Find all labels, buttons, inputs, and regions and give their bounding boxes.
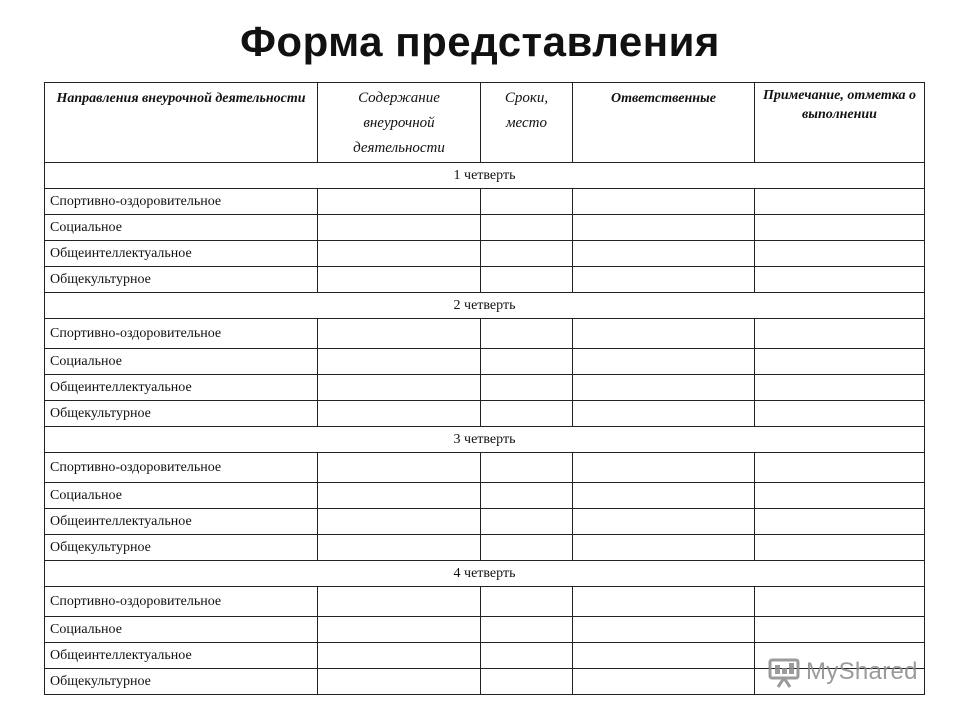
timing-cell[interactable]	[481, 483, 573, 509]
responsible-cell[interactable]	[573, 241, 755, 267]
content-cell[interactable]	[318, 375, 481, 401]
content-cell[interactable]	[318, 189, 481, 215]
header-responsible: Ответственные	[573, 83, 755, 163]
timing-cell[interactable]	[481, 215, 573, 241]
direction-cell: Спортивно-оздоровительное	[45, 189, 318, 215]
page-title: Форма представления	[240, 18, 720, 65]
content-cell[interactable]	[318, 669, 481, 695]
content-cell[interactable]	[318, 617, 481, 643]
content-cell[interactable]	[318, 215, 481, 241]
table-row	[45, 483, 925, 509]
timing-cell[interactable]	[481, 349, 573, 375]
timing-cell[interactable]	[481, 669, 573, 695]
direction-cell: Общекультурное	[45, 401, 318, 427]
direction-cell: Общеинтеллектуальное	[45, 643, 318, 669]
timing-cell[interactable]	[481, 509, 573, 535]
notes-cell[interactable]	[755, 483, 925, 509]
watermark	[766, 652, 926, 692]
notes-cell[interactable]	[755, 241, 925, 267]
table-row	[45, 349, 925, 375]
quarter-row	[45, 163, 925, 189]
table-row	[45, 587, 925, 617]
direction-cell: Спортивно-оздоровительное	[45, 319, 318, 349]
quarter-label: 4 четверть	[45, 561, 925, 587]
direction-cell: Социальное	[45, 617, 318, 643]
notes-cell[interactable]	[755, 617, 925, 643]
responsible-cell[interactable]	[573, 375, 755, 401]
quarter-label: 1 четверть	[45, 163, 925, 189]
notes-cell[interactable]	[755, 189, 925, 215]
direction-cell: Общеинтеллектуальное	[45, 509, 318, 535]
timing-cell[interactable]	[481, 375, 573, 401]
responsible-cell[interactable]	[573, 587, 755, 617]
content-cell[interactable]	[318, 535, 481, 561]
direction-cell: Общеинтеллектуальное	[45, 241, 318, 267]
quarter-label: 3 четверть	[45, 427, 925, 453]
responsible-cell[interactable]	[573, 509, 755, 535]
timing-cell[interactable]	[481, 535, 573, 561]
timing-cell[interactable]	[481, 617, 573, 643]
content-cell[interactable]	[318, 267, 481, 293]
content-cell[interactable]	[318, 453, 481, 483]
direction-cell: Социальное	[45, 215, 318, 241]
notes-cell[interactable]	[755, 349, 925, 375]
table-row	[45, 215, 925, 241]
header-directions: Направления внеурочной деятельности	[45, 83, 318, 163]
direction-cell: Общеинтеллектуальное	[45, 375, 318, 401]
table-row	[45, 319, 925, 349]
table-row	[45, 241, 925, 267]
responsible-cell[interactable]	[573, 669, 755, 695]
notes-cell[interactable]	[755, 587, 925, 617]
responsible-cell[interactable]	[573, 267, 755, 293]
direction-cell: Общекультурное	[45, 267, 318, 293]
responsible-cell[interactable]	[573, 401, 755, 427]
timing-cell[interactable]	[481, 401, 573, 427]
content-cell[interactable]	[318, 241, 481, 267]
responsible-cell[interactable]	[573, 215, 755, 241]
content-cell[interactable]	[318, 349, 481, 375]
header-content: Содержание внеурочной деятельности	[318, 83, 481, 163]
table-row	[45, 509, 925, 535]
direction-cell: Спортивно-оздоровительное	[45, 587, 318, 617]
quarter-label: 2 четверть	[45, 293, 925, 319]
content-cell[interactable]	[318, 587, 481, 617]
timing-cell[interactable]	[481, 587, 573, 617]
content-cell[interactable]	[318, 319, 481, 349]
presentation-board-icon	[766, 654, 802, 690]
direction-cell: Общекультурное	[45, 669, 318, 695]
watermark-text: MyShared	[806, 658, 918, 685]
quarter-row	[45, 427, 925, 453]
timing-cell[interactable]	[481, 241, 573, 267]
notes-cell[interactable]	[755, 215, 925, 241]
responsible-cell[interactable]	[573, 349, 755, 375]
table-row	[45, 453, 925, 483]
header-timing-place: Сроки, место	[481, 83, 573, 163]
responsible-cell[interactable]	[573, 643, 755, 669]
content-cell[interactable]	[318, 483, 481, 509]
direction-cell: Спортивно-оздоровительное	[45, 453, 318, 483]
activity-plan-table	[44, 82, 925, 695]
responsible-cell[interactable]	[573, 453, 755, 483]
content-cell[interactable]	[318, 643, 481, 669]
timing-cell[interactable]	[481, 319, 573, 349]
notes-cell[interactable]	[755, 319, 925, 349]
quarter-row	[45, 561, 925, 587]
direction-cell: Общекультурное	[45, 535, 318, 561]
content-cell[interactable]	[318, 509, 481, 535]
table-row	[45, 401, 925, 427]
table-row	[45, 189, 925, 215]
content-cell[interactable]	[318, 401, 481, 427]
table-row	[45, 535, 925, 561]
notes-cell[interactable]	[755, 509, 925, 535]
responsible-cell[interactable]	[573, 189, 755, 215]
header-notes: Примечание, отметка о выполнении	[755, 83, 925, 163]
timing-cell[interactable]	[481, 267, 573, 293]
responsible-cell[interactable]	[573, 535, 755, 561]
responsible-cell[interactable]	[573, 617, 755, 643]
table-row	[45, 267, 925, 293]
table-row	[45, 375, 925, 401]
notes-cell[interactable]	[755, 401, 925, 427]
responsible-cell[interactable]	[573, 319, 755, 349]
quarter-row	[45, 293, 925, 319]
direction-cell: Социальное	[45, 483, 318, 509]
notes-cell[interactable]	[755, 535, 925, 561]
notes-cell[interactable]	[755, 267, 925, 293]
timing-cell[interactable]	[481, 189, 573, 215]
direction-cell: Социальное	[45, 349, 318, 375]
table-row	[45, 617, 925, 643]
notes-cell[interactable]	[755, 375, 925, 401]
notes-cell[interactable]	[755, 453, 925, 483]
timing-cell[interactable]	[481, 643, 573, 669]
responsible-cell[interactable]	[573, 483, 755, 509]
table-header-row	[45, 83, 925, 163]
timing-cell[interactable]	[481, 453, 573, 483]
